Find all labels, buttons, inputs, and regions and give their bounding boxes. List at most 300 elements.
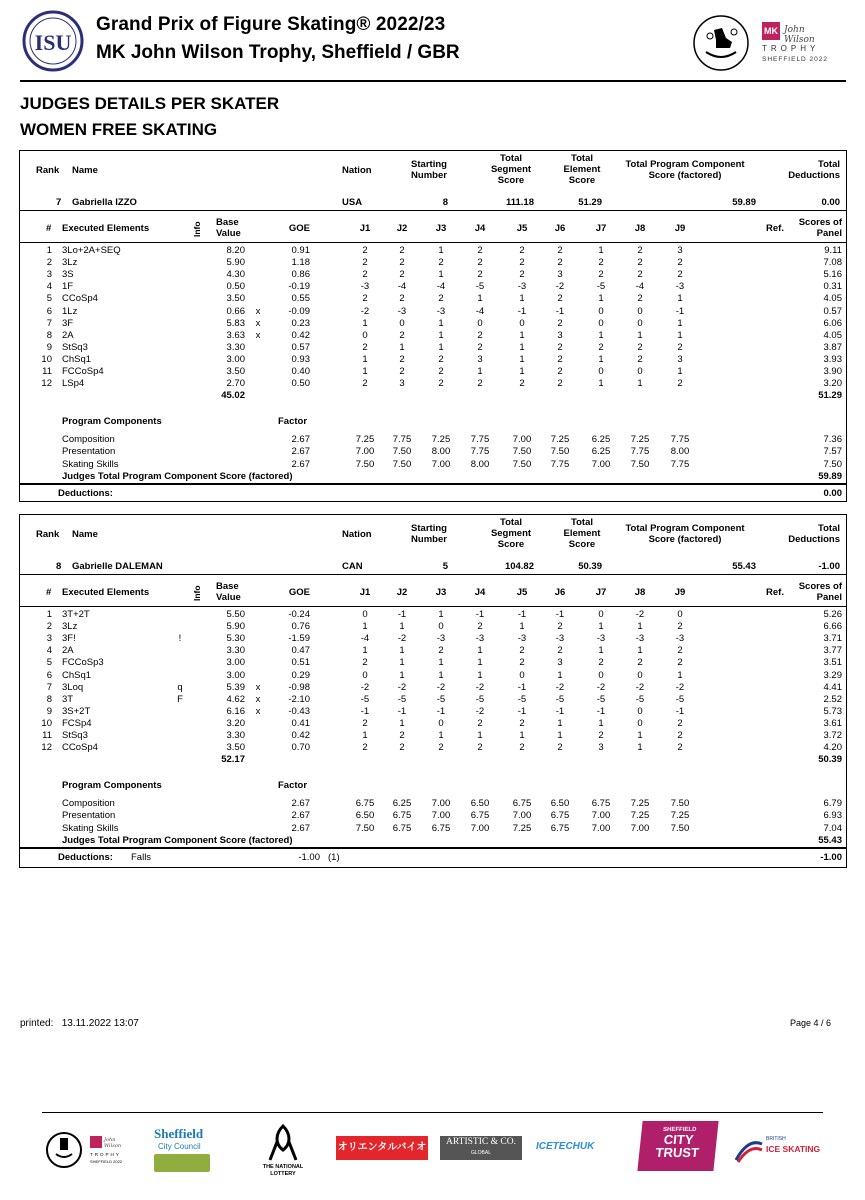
element-judge-score: 1 [637,621,643,633]
element-panel-score: 5.26 [823,609,842,620]
element-code: ChSq1 [62,353,92,365]
col-header-ded-2: Deductions [788,170,840,181]
isu-logo [22,10,84,72]
col-header-value: Value [216,228,241,239]
element-row [20,306,846,318]
col-header-goe: GOE [288,223,310,234]
element-goe: 0.70 [291,742,310,754]
element-judge-score: 1 [598,245,604,256]
element-judge-score: 0 [637,366,643,377]
element-judge-score: -2 [555,281,565,293]
element-panel-score: 3.72 [823,730,842,741]
element-judge-score: 2 [557,317,563,329]
col-header-ded-2: Deductions [788,534,840,545]
element-judge-score: -1 [360,705,370,717]
skater-pcs: 59.89 [732,197,756,208]
element-base-value: 3.63 [226,329,245,341]
element-row [20,245,846,257]
element-panel-score: 4.05 [823,329,842,341]
col-header-judge: J5 [516,587,528,598]
component-factor: 2.67 [291,798,310,810]
element-judge-score: -2 [475,705,485,717]
col-header-segment: Segment [490,164,532,175]
element-judge-score: 3 [677,245,683,256]
skater-nation: USA [342,197,363,208]
element-judge-score: 2 [519,378,525,390]
element-bonus-x: x [255,317,261,329]
element-code: StSq3 [62,341,88,353]
element-goe: 0.41 [291,717,310,729]
element-number: 5 [46,293,52,305]
element-judge-score: 2 [637,269,643,281]
element-judge-score: 1 [399,717,405,729]
element-number: 12 [41,742,52,754]
component-name: Composition [62,434,115,446]
element-judge-score: 2 [399,730,405,741]
element-judge-score: 1 [362,645,368,657]
element-judge-score: -3 [360,281,370,293]
element-judge-score: 0 [519,317,525,329]
element-judge-score: 2 [477,341,483,353]
component-judge-score: 8.00 [670,446,690,458]
element-judge-score: 2 [519,657,525,669]
element-judge-score: -5 [517,693,527,705]
element-judge-score: 0 [477,317,483,329]
artistic-text-1: ARTISTIC & CO. [446,1137,516,1147]
component-judge-score: 6.50 [355,810,375,822]
component-judge-score: 7.75 [392,434,412,446]
element-panel-score: 4.41 [823,681,842,693]
element-judge-score: 2 [362,717,368,729]
element-judge-score: 2 [477,329,483,341]
element-number: 1 [46,609,52,620]
trust-text-2: CITY [663,1132,695,1147]
col-header-judge: J5 [516,223,528,234]
printed-stamp [20,1018,139,1029]
element-judge-score: -1 [517,305,527,317]
element-goe: 0.91 [291,245,310,256]
element-judge-score: 2 [399,353,405,365]
component-judge-score: 7.50 [392,458,412,470]
element-judge-score: 0 [637,669,643,681]
col-header-tpcs-1: Total Program Component [625,523,745,534]
component-judge-score: 7.75 [470,446,490,458]
element-bonus-x: x [255,305,261,317]
element-info: F [177,693,183,705]
element-panel-score: 3.93 [823,353,842,365]
element-judge-score: 1 [677,366,683,377]
element-base-value: 5.90 [226,621,245,633]
element-judge-score: -4 [397,281,407,293]
col-header-judge: J2 [396,587,408,598]
element-code: 2A [62,645,74,657]
col-header-nation: Nation [342,165,372,176]
element-judge-score: 2 [438,353,444,365]
element-number: 11 [42,366,52,377]
deductions-total: 0.00 [823,487,842,499]
factor-label: Factor [278,416,308,428]
component-judge-score: 6.75 [550,810,570,822]
component-judge-score: 7.25 [630,810,650,822]
element-judge-score: -2 [436,681,446,693]
component-judge-score: 7.75 [470,434,490,446]
col-header-scores-of: Scores of [798,217,842,228]
col-header-score-2: Score [568,175,596,186]
element-judge-score: -5 [475,281,485,293]
element-judge-score: 1 [362,366,368,377]
element-number: 8 [46,329,52,341]
element-code: CCoSp4 [62,742,98,754]
event-title: Grand Prix of Figure Skating® 2022/23 [96,14,446,35]
element-goe: -1.59 [288,633,310,645]
component-name: Presentation [62,810,116,822]
element-judge-score: 0 [362,609,368,620]
element-judge-score: 2 [557,353,563,365]
isu-logo-text: ISU [34,30,72,55]
element-judge-score: 1 [598,329,604,341]
element-judge-score: 2 [519,245,525,256]
col-header-judge: J7 [595,587,607,598]
element-judge-score: -1 [555,609,565,620]
component-judge-score: 7.00 [591,458,611,470]
element-number: 10 [41,717,52,729]
element-judge-score: 1 [598,293,604,305]
col-header-ded-1: Total [818,523,840,534]
element-judge-score: 3 [557,329,563,341]
element-panel-score: 2.52 [823,693,842,705]
element-judge-score: 2 [362,269,368,281]
element-number: 6 [46,669,52,681]
element-judge-score: -3 [675,633,685,645]
component-name: Skating Skills [62,458,119,470]
element-judge-score: 2 [519,645,525,657]
element-judge-score: 1 [438,329,444,341]
element-judge-score: -5 [360,693,370,705]
col-header-number: Number [411,534,447,545]
element-row [20,257,846,269]
col-header-judge: J9 [674,223,686,234]
deductions-top-rule [20,848,846,849]
component-judge-score: 7.00 [512,810,532,822]
element-judge-score: -1 [555,705,565,717]
element-judge-score: 3 [677,353,683,365]
col-header-tpcs-2: Score (factored) [648,170,722,181]
skater-rank: 7 [56,197,62,208]
element-judge-score: -5 [675,693,685,705]
element-judge-score: -3 [475,633,485,645]
skater-name: Gabriella IZZO [72,197,137,208]
element-judge-score: 1 [677,669,683,681]
element-judge-score: 1 [438,269,444,281]
element-base-value: 5.90 [226,257,245,269]
element-panel-score: 3.90 [823,366,842,377]
element-goe: 0.93 [291,353,310,365]
col-header-judge: J4 [474,223,486,234]
element-number: 9 [46,705,52,717]
element-judge-score: 2 [438,366,444,377]
col-header-element: Element [563,164,601,175]
skater-start-number: 8 [442,197,448,208]
base-value-total: 45.02 [221,390,245,402]
element-panel-score: 5.16 [823,269,842,281]
element-judge-score: 2 [477,245,483,256]
component-score: 7.50 [823,458,842,470]
element-judge-score: -2 [360,305,370,317]
element-number: 7 [46,317,52,329]
element-goe: 0.47 [291,645,310,657]
segment-title: WOMEN FREE SKATING [20,120,218,139]
element-code: FCSp4 [62,717,92,729]
col-header-judge: J3 [435,587,447,598]
element-judge-score: -1 [517,705,527,717]
skater-tes: 51.29 [578,197,602,208]
element-base-value: 3.00 [226,353,245,365]
element-bonus-x: x [255,693,261,705]
element-judge-score: 2 [557,621,563,633]
tes-total: 51.29 [818,390,842,402]
component-score: 6.93 [823,810,842,822]
printed-value: 13.11.2022 13:07 [61,1018,139,1029]
element-judge-score: -1 [555,305,565,317]
component-judge-score: 7.50 [355,458,375,470]
element-code: LSp4 [62,378,85,390]
element-judge-score: 1 [399,645,405,657]
element-info: ! [178,633,182,645]
col-header-goe: GOE [288,587,310,598]
col-header-judge: J6 [554,587,566,598]
col-header-hash: # [46,223,52,234]
element-judge-score: 1 [477,293,483,305]
col-header-starting: Starting [411,523,447,534]
element-code: 3F! [62,633,76,645]
element-judge-score: 2 [557,645,563,657]
element-judge-score: 1 [438,669,444,681]
element-row [20,694,846,706]
component-score: 7.57 [823,446,842,458]
col-header-total: Total [500,517,522,528]
col-header-base: Base [216,581,239,592]
element-judge-score: 1 [399,657,405,669]
element-goe: 0.23 [291,317,310,329]
component-judge-score: 7.75 [550,458,570,470]
element-judge-score: 1 [438,730,444,741]
element-base-value: 3.50 [226,742,245,754]
element-code: 1F [62,281,74,293]
element-number: 6 [46,305,52,317]
bis-text-2: ICE SKATING [766,1144,821,1154]
mk-footer-place: SHEFFIELD 2022 [90,1159,123,1164]
judges-total-pcs-value: 59.89 [818,470,842,482]
component-judge-score: 6.50 [470,798,490,810]
element-judge-score: 1 [477,657,483,669]
skater-start-number: 5 [442,561,448,572]
mk-script: John Wilson [784,25,815,45]
col-header-name: Name [72,529,98,540]
mk-footer-script: John Wilson [104,1137,122,1149]
element-judge-score: 0 [598,305,604,317]
col-header-ref: Ref. [766,587,784,598]
deductions-total: -1.00 [820,851,842,863]
skater-block [19,514,847,868]
element-judge-score: -2 [360,681,370,693]
col-header-judge: J1 [359,587,371,598]
component-judge-score: 6.75 [392,810,412,822]
section-title: JUDGES DETAILS PER SKATER [20,94,280,113]
element-judge-score: -1 [675,305,685,317]
component-factor: 2.67 [291,810,310,822]
element-judge-score: 0 [637,305,643,317]
element-base-value: 3.50 [226,293,245,305]
element-judge-score: -1 [675,705,685,717]
element-judge-score: -4 [635,281,645,293]
element-judge-score: 1 [399,621,405,633]
element-judge-score: 2 [677,269,683,281]
lottery-text-1: THE NATIONAL [262,1164,304,1170]
element-judge-score: 1 [477,669,483,681]
element-judge-score: -3 [397,305,407,317]
element-base-value: 3.50 [226,366,245,377]
trophy-word: TROPHY [762,44,820,53]
component-name: Presentation [62,446,116,458]
element-info: q [177,681,183,693]
element-judge-score: -1 [397,609,407,620]
element-code: FCCoSp4 [62,366,104,377]
element-code: 2A [62,329,74,341]
element-judge-score: -3 [436,305,446,317]
element-judge-score: -2 [555,681,565,693]
element-judge-score: 2 [677,378,683,390]
element-judge-score: -3 [596,633,606,645]
element-panel-score: 0.31 [823,281,842,293]
element-judge-score: 3 [477,353,483,365]
trust-text-1: SHEFFIELD [662,1127,697,1133]
col-header-panel: Panel [816,228,842,239]
mk-footer-trophy: TROPHY [90,1152,121,1157]
element-number: 7 [46,681,52,693]
col-header-elements: Executed Elements [62,223,150,234]
component-score: 6.79 [823,798,842,810]
element-judge-score: 1 [598,645,604,657]
element-row [20,378,846,390]
element-judge-score: 2 [362,293,368,305]
element-goe: 0.86 [291,269,310,281]
component-judge-score: 7.50 [512,458,532,470]
element-row [20,293,846,305]
element-bonus-x: x [255,681,261,693]
col-header-judge: J4 [474,587,486,598]
component-judge-score: 7.00 [431,810,451,822]
element-judge-score: 2 [598,341,604,353]
ice-skating-swoosh-icon [734,1134,764,1164]
element-row [20,354,846,366]
national-lottery-logo-icon [258,1120,308,1178]
element-judge-score: 2 [477,717,483,729]
element-goe: -0.19 [288,281,310,293]
element-number: 2 [46,257,52,269]
element-judge-score: -4 [475,305,485,317]
component-judge-score: 6.25 [392,798,412,810]
skater-nation: CAN [342,561,363,572]
tes-total: 50.39 [818,754,842,766]
element-judge-score: 1 [598,717,604,729]
element-code: 3T+2T [62,609,90,620]
skater-deductions: -1.00 [818,561,840,572]
component-judge-score: 7.25 [630,434,650,446]
header-rule [20,80,846,82]
element-judge-score: 2 [519,742,525,754]
element-judge-score: 2 [399,293,405,305]
element-judge-score: -5 [596,281,606,293]
element-judge-score: 1 [477,366,483,377]
element-judge-score: 1 [637,378,643,390]
element-judge-score: 0 [362,329,368,341]
element-judge-score: 1 [362,621,368,633]
col-header-rank: Rank [36,165,60,176]
sheffield-text-1: Sheffield [154,1126,204,1141]
component-judge-score: 7.50 [392,446,412,458]
element-number: 4 [46,645,52,657]
element-judge-score: 1 [477,645,483,657]
element-judge-score: 1 [438,657,444,669]
element-judge-score: 2 [637,341,643,353]
element-judge-score: 0 [637,317,643,329]
col-header-judge: J8 [634,223,646,234]
deductions-label: Deductions: [58,851,113,863]
element-judge-score: 0 [637,705,643,717]
col-header-judge: J2 [396,223,408,234]
element-base-value: 5.30 [226,633,245,645]
element-panel-score: 3.20 [823,378,842,390]
element-judge-score: 1 [637,742,643,754]
element-judge-score: 2 [399,329,405,341]
component-judge-score: 7.25 [431,434,451,446]
element-judge-score: 1 [677,293,683,305]
element-judge-score: 0 [362,669,368,681]
element-goe: -0.43 [288,705,310,717]
element-panel-score: 3.61 [823,717,842,729]
component-judge-score: 6.25 [591,446,611,458]
element-judge-score: 3 [399,378,405,390]
element-code: 3S [62,269,74,281]
element-number: 10 [41,353,52,365]
element-judge-score: 2 [362,341,368,353]
element-base-value: 4.30 [226,269,245,281]
element-judge-score: 1 [438,609,444,620]
component-score: 7.36 [823,434,842,446]
element-judge-score: 2 [598,730,604,741]
element-judge-score: 2 [399,742,405,754]
element-judge-score: 2 [677,341,683,353]
col-header-total-2: Total [571,153,593,164]
element-row [20,281,846,293]
component-judge-score: 7.50 [512,446,532,458]
element-base-value: 0.66 [226,305,245,317]
element-judge-score: 0 [399,317,405,329]
judges-total-pcs-label: Judges Total Program Component Score (factored) [62,834,293,846]
element-judge-score: 2 [677,645,683,657]
element-judge-score: 2 [557,742,563,754]
element-judge-score: 2 [598,657,604,669]
element-judge-score: 3 [557,657,563,669]
element-judge-score: 1 [557,669,563,681]
program-components-label: Program Components [62,416,162,428]
element-judge-score: 2 [362,742,368,754]
col-header-info: Info [192,585,202,601]
factor-label: Factor [278,780,308,792]
col-header-info: Info [192,221,202,237]
component-judge-score: 6.75 [591,798,611,810]
element-judge-score: 2 [677,717,683,729]
